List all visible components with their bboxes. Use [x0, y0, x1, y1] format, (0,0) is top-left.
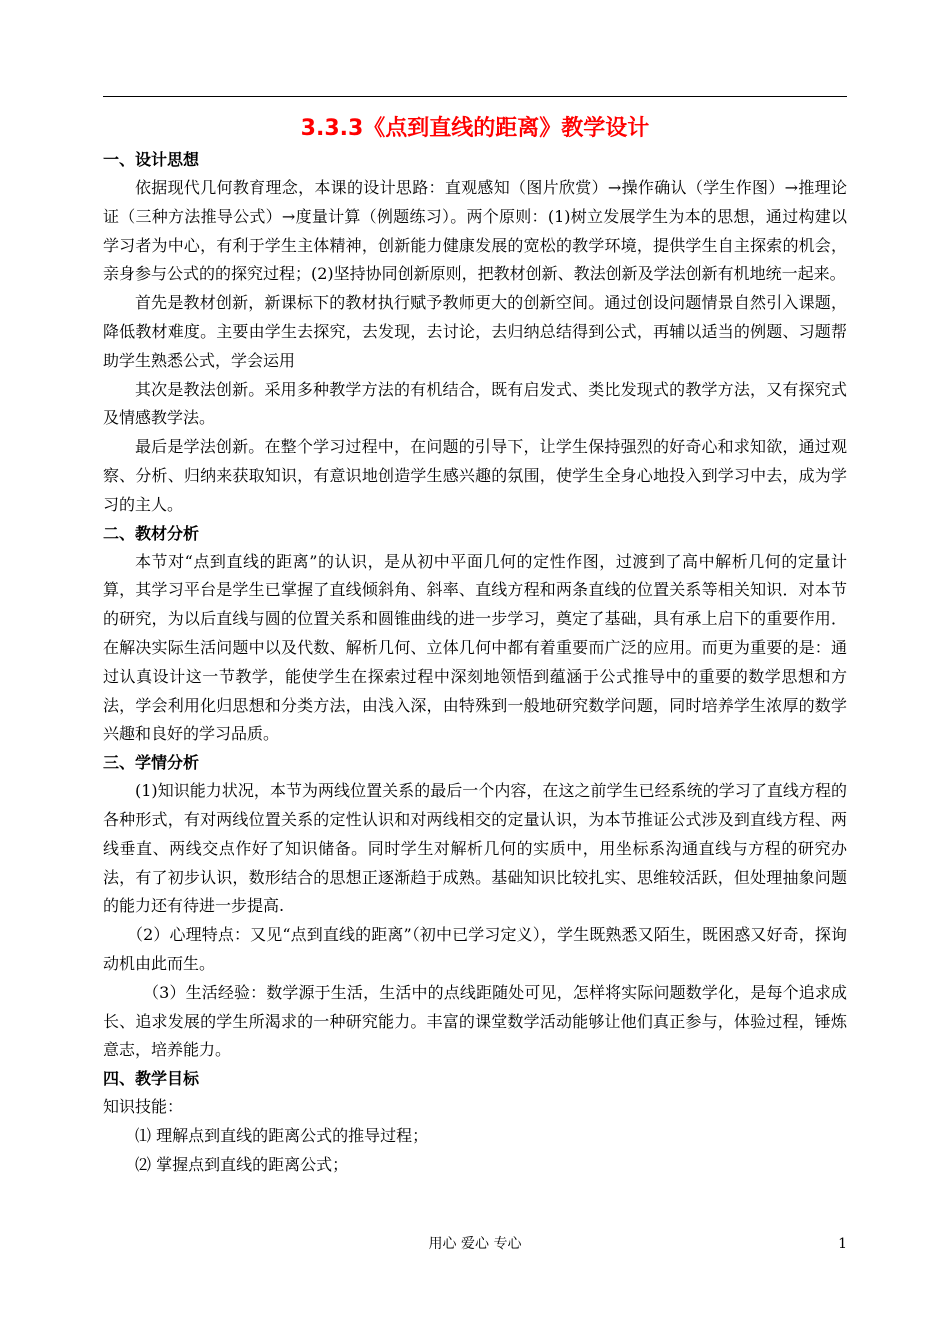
section-heading-student-analysis: 三、学情分析	[103, 753, 200, 773]
paragraph: 最后是学法创新。在整个学习过程中，在问题的引导下，让学生保持强烈的好奇心和求知欲，通过观察、分析、归纳来获取知识，有意识地创造学生感兴趣的氛围，使学生全身心地投入到学习中去，成为学习的主人。	[103, 437, 847, 514]
document-body	[103, 146, 847, 1180]
section-heading-design-idea: 一、设计思想	[103, 150, 200, 169]
paragraph: 首先是教材创新，新课标下的教材执行赋予教师更大的创新空间。通过创设问题情景自然引入课题，降低教材难度。主要由学生去探究，去发现，去讨论，去归纳总结得到公式，再辅以适当的例题、习题帮助学生熟悉公式，学会运用	[103, 293, 847, 370]
paragraph: （3）生活经验：数学源于生活，生活中的点线距随处可见，怎样将实际问题数学化，是每个追求成长、追求发展的学生所渴求的一种研究能力。丰富的课堂数学活动能够让他们真正参与，体验过程，锤炼意志，培养能力。	[103, 982, 847, 1060]
paragraph: (1)知识能力状况，本节为两线位置关系的最后一个内容，在这之前学生已经系统的学习了直线方程的各种形式，有对两线位置关系的定性认识和对两线相交的定量认识，为本节推证公式涉及到直线方程、两线垂直、两线交点作好了知识储备。同时学生对解析几何的实质中，用坐标系沟通直线与方程的研究办法，有了初步认识，数形结合的思想正逐渐趋于成熟。基础知识比较扎实、思维较活跃，但处理抽象问题的能力还有待进一步提高.	[103, 781, 847, 916]
page-number: 1	[838, 1236, 847, 1252]
paragraph: （2）心理特点：又见“点到直线的距离”（初中已学习定义），学生既熟悉又陌生，既困惑又好奇，探询动机由此而生。	[103, 925, 847, 973]
list-item: ⑴ 理解点到直线的距离公式的推导过程；	[135, 1125, 429, 1145]
section-heading-textbook-analysis: 二、教材分析	[103, 523, 200, 543]
section-heading-teaching-goals: 四、教学目标	[103, 1069, 200, 1089]
header-rule	[103, 96, 847, 97]
paragraph: 本节对“点到直线的距离”的认识，是从初中平面几何的定性作图，过渡到了高中解析几何的定量计算，其学习平台是学生已掌握了直线倾斜角、斜率、直线方程和两条直线的位置关系等相关知识．对本节的研究，为以后直线与圆的位置关系和圆锥曲线的进一步学习，奠定了基础，具有承上启下的重要作用．在解决实际生活问题中以及代数、解析几何、立体几何中都有着重要而广泛的应用。而更为重要的是：通过认真设计这一节教学，能使学生在探索过程中深刻地领悟到蕴涵于公式推导中的重要的数学思想和方法，学会利用化归思想和分类方法，由浅入深，由特殊到一般地研究数学问题，同时培养学生浓厚的数学兴趣和良好的学习品质。	[103, 551, 847, 744]
list-item: ⑵ 掌握点到直线的距离公式；	[135, 1154, 349, 1174]
footer-text: 用心 爱心 专心	[428, 1236, 522, 1252]
subsection-label: 知识技能：	[103, 1097, 184, 1117]
paragraph: 依据现代几何教育理念，本课的设计思路：直观感知（图片欣赏）→操作确认（学生作图）→推理论证（三种方法推导公式）→度量计算（例题练习）。两个原则：(1)树立发展学生为本的思想，通过构建以学习者为中心，有利于学生主体精神，创新能力健康发展的宽松的教学环境，提供学生自主探索的机会，亲身参与公式的的探究过程；(2)坚持协同创新原则，把教材创新、教法创新及学法创新有机地统一起来。	[103, 178, 847, 284]
document-title: 3.3.3《点到直线的距离》教学设计	[300, 116, 650, 141]
paragraph: 其次是教法创新。采用多种教学方法的有机结合，既有启发式、类比发现式的教学方法，又有探究式及情感教学法。	[103, 379, 847, 428]
